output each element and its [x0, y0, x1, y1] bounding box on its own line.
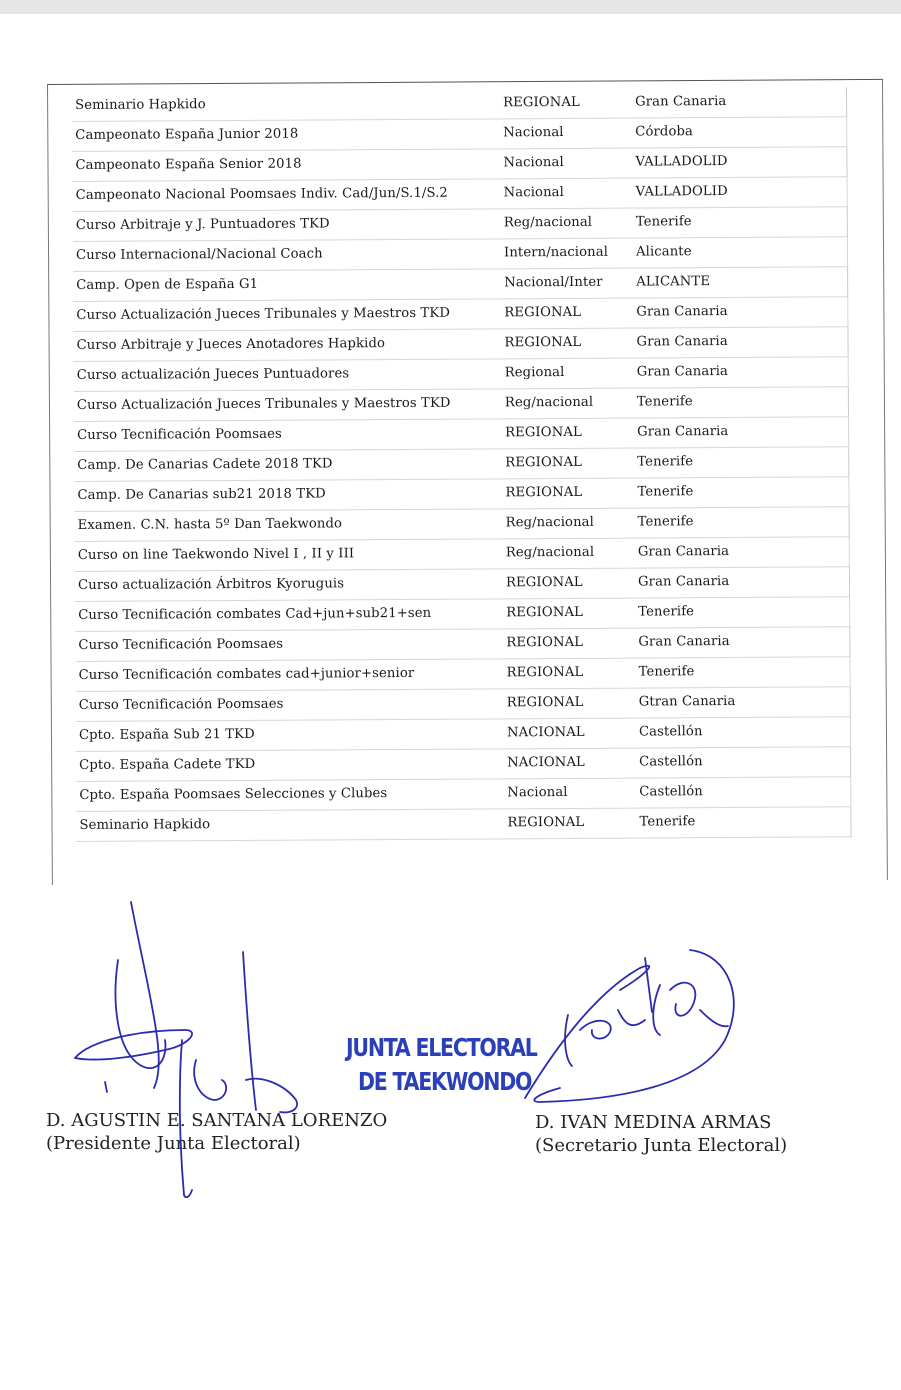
event-level-cell: Reg/nacional — [504, 394, 594, 411]
event-name-cell: Seminario Hapkido — [79, 817, 211, 833]
event-place-cell: Gran Canaria — [635, 94, 727, 110]
event-level-cell: REGIONAL — [506, 664, 584, 681]
event-name-cell: Curso Tecnificación Poomsaes — [78, 636, 284, 653]
event-level-cell: REGIONAL — [506, 604, 583, 621]
event-place-cell: Gran Canaria — [636, 363, 729, 380]
event-name-cell: Campeonato España Senior 2018 — [75, 156, 302, 173]
event-place-cell: Gran Canaria — [638, 633, 730, 650]
event-level-cell: REGIONAL — [505, 424, 582, 441]
event-name-cell: Curso Tecnificación combates cad+junior+senior — [78, 665, 415, 683]
event-name-cell: Cpto. España Poomsaes Selecciones y Clubes — [79, 786, 388, 803]
event-name-cell: Cpto. España Cadete TKD — [79, 756, 256, 773]
event-place-cell: Gran Canaria — [637, 423, 729, 440]
event-name-cell: Curso Tecnificación Poomsaes — [78, 696, 284, 713]
event-name-cell: Seminario Hapkido — [75, 97, 206, 113]
event-place-cell: VALLADOLID — [635, 183, 728, 200]
event-place-cell: Castellón — [639, 784, 703, 800]
secretary-role: (Secretario Junta Electoral) — [535, 1135, 788, 1156]
event-name-cell: Curso Actualización Jueces Tribunales y Maestros TKD — [76, 395, 451, 413]
event-name-cell: Curso Arbitraje y J. Puntuadores TKD — [75, 216, 330, 233]
event-place-cell: ALICANTE — [636, 274, 711, 290]
president-signature — [75, 902, 297, 1197]
event-level-cell: REGIONAL — [504, 334, 582, 351]
event-place-cell: Tenerife — [639, 814, 696, 830]
event-place-cell: Alicante — [635, 244, 692, 260]
event-name-cell: Curso actualización Jueces Puntuadores — [76, 366, 350, 383]
event-place-cell: Gran Canaria — [637, 543, 730, 560]
event-level-cell: Nacional — [503, 154, 564, 171]
event-place-cell: VALLADOLID — [635, 153, 728, 170]
event-level-cell: REGIONAL — [505, 574, 583, 591]
event-name-cell: Campeonato España Junior 2018 — [75, 126, 299, 143]
event-level-cell: Nacional — [503, 124, 564, 141]
event-level-cell: REGIONAL — [506, 634, 584, 651]
event-level-cell: Regional — [504, 364, 565, 381]
event-level-cell: NACIONAL — [506, 724, 585, 741]
event-level-cell: REGIONAL — [505, 484, 583, 501]
event-level-cell: REGIONAL — [506, 694, 584, 711]
event-name-cell: Curso Arbitraje y Jueces Anotadores Hapkido — [76, 336, 386, 353]
event-place-cell: Gtran Canaria — [638, 693, 736, 710]
event-name-cell: Camp. De Canarias Cadete 2018 TKD — [77, 456, 333, 473]
event-place-cell: Castellón — [639, 754, 703, 770]
event-place-cell: Tenerife — [635, 214, 692, 230]
event-place-cell: Gran Canaria — [636, 303, 728, 320]
event-name-cell: Cpto. España Sub 21 TKD — [78, 726, 255, 743]
event-level-cell: REGIONAL — [507, 814, 585, 831]
event-level-cell: Nacional — [507, 784, 568, 801]
event-level-cell: Reg/nacional — [503, 214, 593, 231]
event-level-cell: REGIONAL — [505, 454, 583, 471]
event-name-cell: Camp. Open de España G1 — [76, 276, 259, 293]
event-name-cell: Camp. De Canarias sub21 2018 TKD — [77, 486, 326, 503]
secretary-signature — [525, 950, 734, 1102]
event-name-cell: Curso actualización Árbitros Kyoruguis — [77, 576, 345, 593]
event-name-cell: Curso Actualización Jueces Tribunales y Maestros TKD — [76, 305, 451, 323]
event-name-cell: Curso Internacional/Nacional Coach — [75, 246, 323, 263]
stamp-line-1: JUNTA ELECTORAL — [346, 1033, 537, 1062]
president-role: (Presidente Junta Electoral) — [46, 1133, 301, 1154]
event-place-cell: Tenerife — [637, 484, 694, 500]
president-name: D. AGUSTIN E. SANTANA LORENZO — [46, 1110, 388, 1131]
event-name-cell: Curso Tecnificación Poomsaes — [77, 426, 282, 443]
event-name-cell: Campeonato Nacional Poomsaes Indiv. Cad/Jun/S.1/S.2 — [75, 185, 448, 203]
stamp-line-2: DE TAEKWONDO — [358, 1067, 532, 1096]
event-place-cell: Castellón — [638, 724, 703, 740]
event-place-cell: Córdoba — [635, 124, 694, 140]
event-place-cell: Tenerife — [638, 604, 695, 620]
event-name-cell: Examen. C.N. hasta 5º Dan Taekwondo — [77, 516, 343, 533]
secretary-name: D. IVAN MEDINA ARMAS — [535, 1112, 772, 1133]
event-place-cell: Gran Canaria — [637, 573, 730, 590]
event-place-cell: Gran Canaria — [636, 333, 728, 350]
event-level-cell: REGIONAL — [503, 94, 580, 111]
event-place-cell: Tenerife — [637, 454, 694, 470]
event-name-cell: Curso Tecnificación combates Cad+jun+sub21+sen — [78, 605, 432, 623]
event-level-cell: Intern/nacional — [503, 244, 609, 261]
event-level-cell: Nacional/Inter — [504, 274, 603, 291]
event-level-cell: Reg/nacional — [505, 514, 594, 531]
event-level-cell: Nacional — [503, 184, 564, 201]
event-level-cell: REGIONAL — [504, 304, 582, 321]
event-level-cell: Reg/nacional — [505, 544, 595, 561]
event-place-cell: Tenerife — [636, 394, 693, 410]
event-level-cell: NACIONAL — [507, 754, 585, 771]
event-name-cell: Curso on line Taekwondo Nivel I , II y III — [77, 546, 355, 563]
event-place-cell: Tenerife — [638, 664, 695, 680]
event-place-cell: Tenerife — [637, 514, 694, 530]
